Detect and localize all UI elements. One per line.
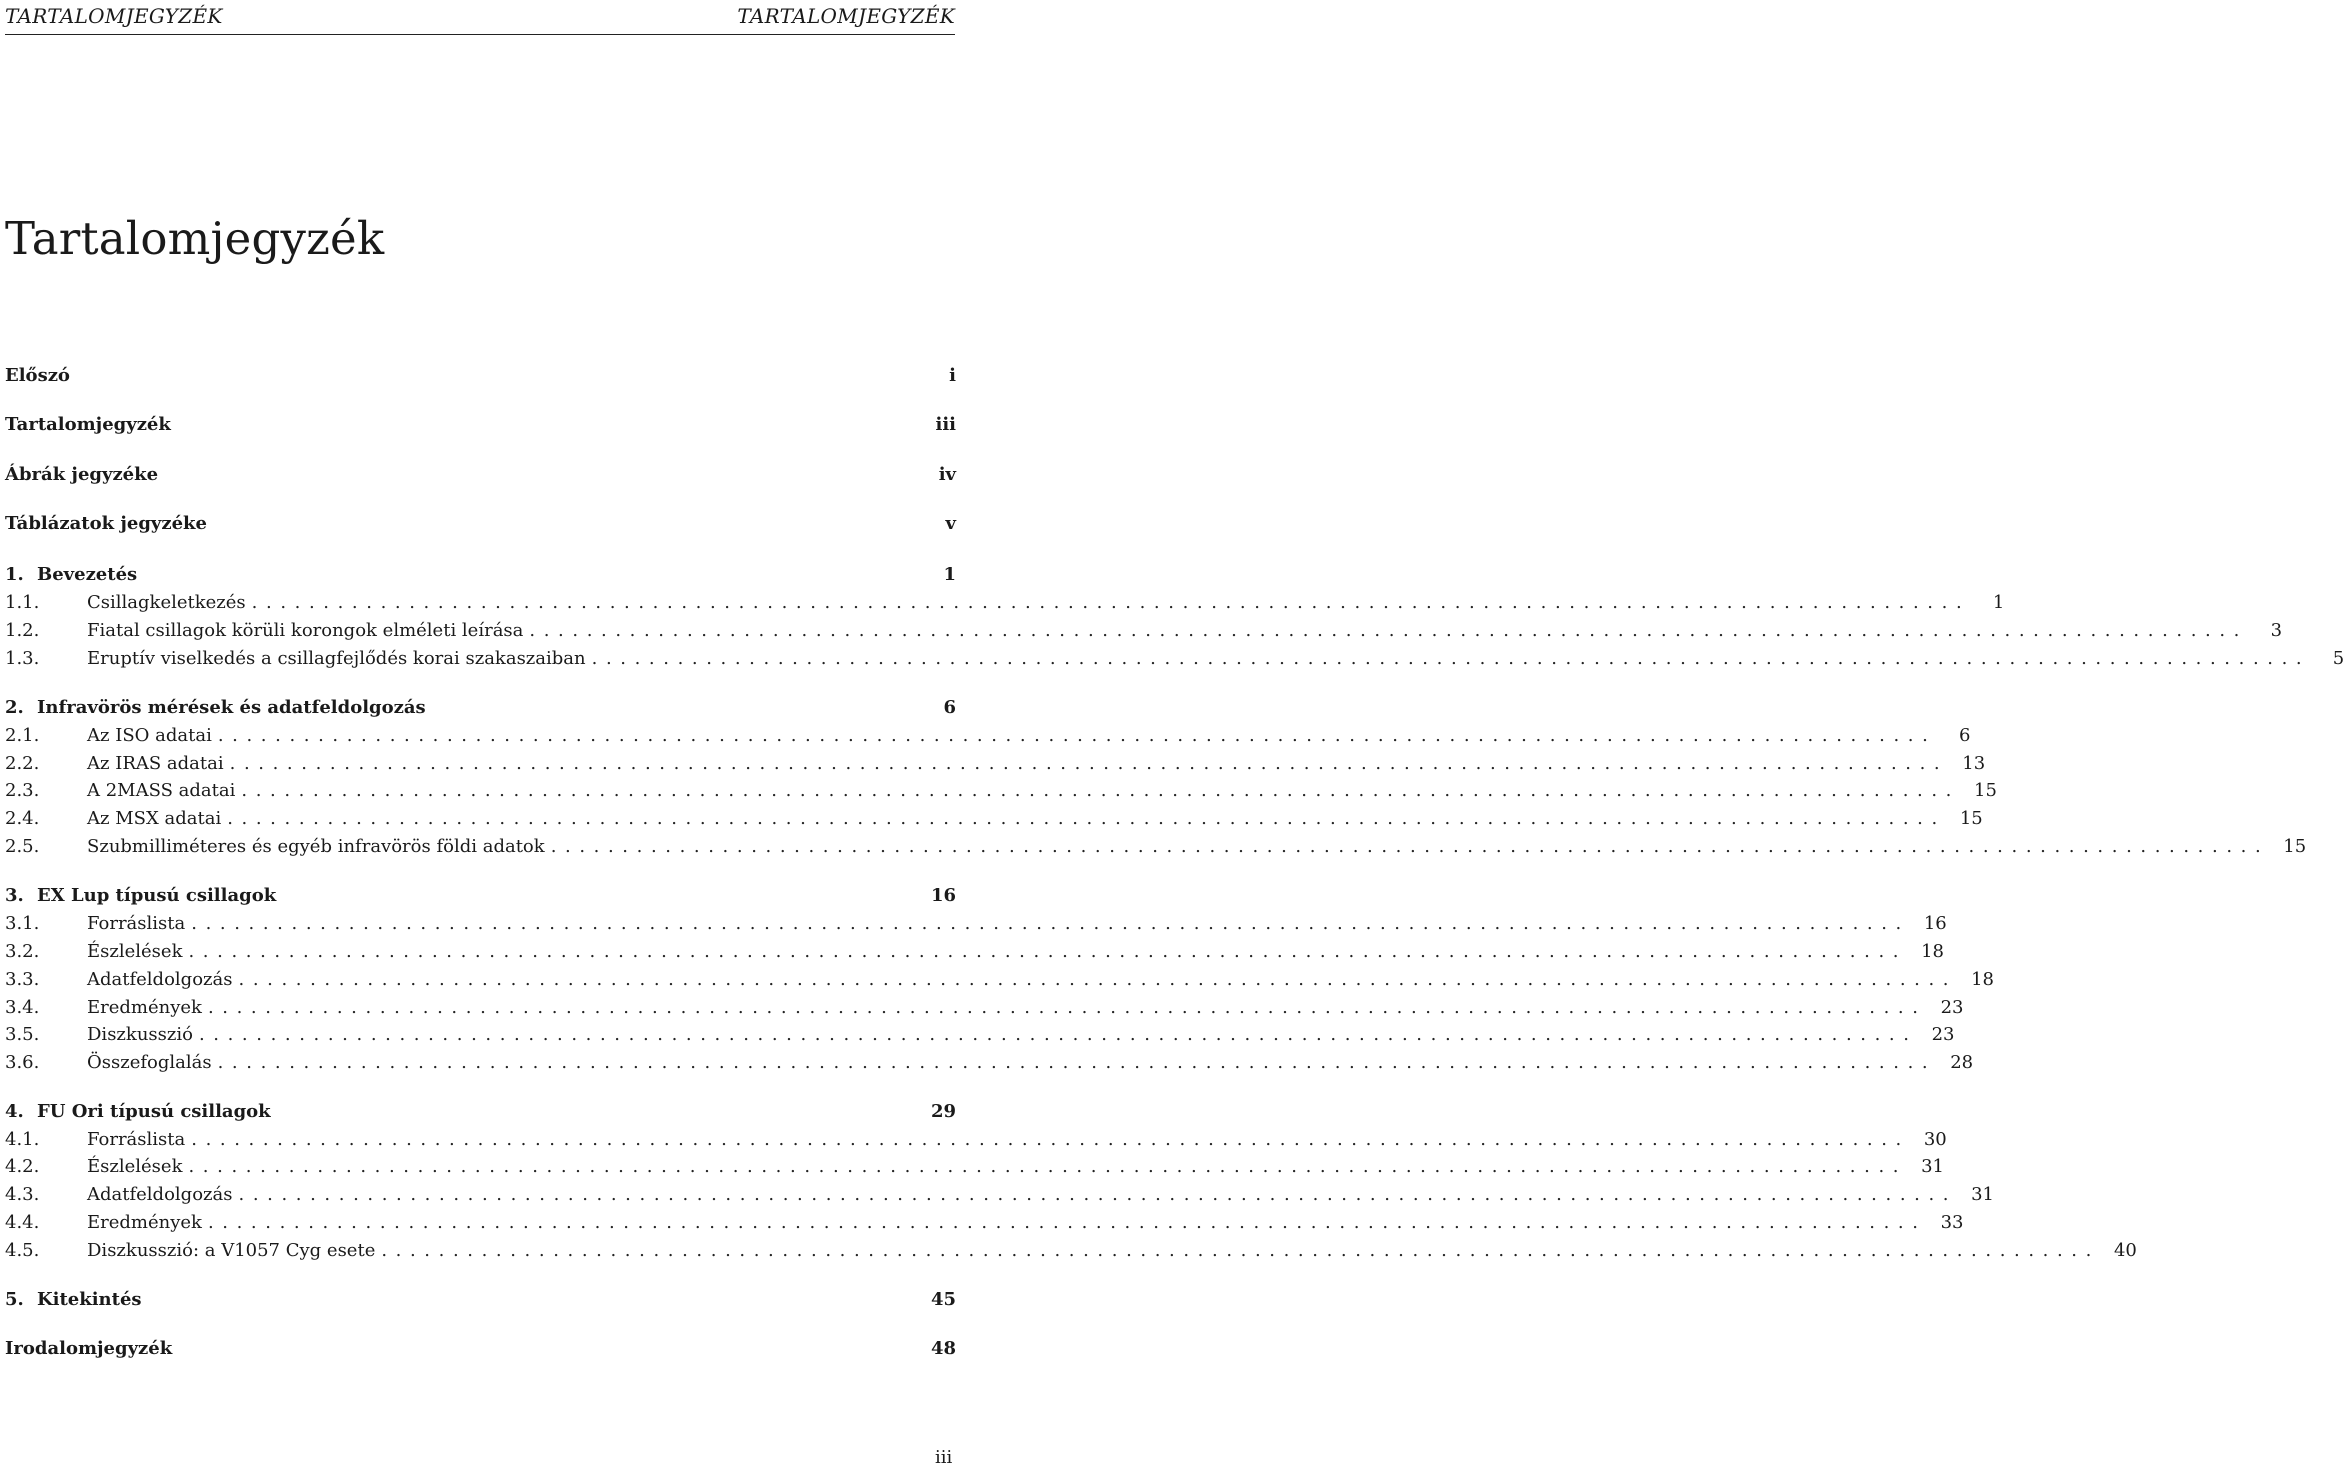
toc-entry-title: Eruptív viselkedés a csillagfejlődés korai szakaszaiban (87, 648, 586, 669)
toc-subentry[interactable] (5, 620, 2283, 646)
toc-entry-number: 1.1. (5, 592, 40, 613)
toc-subentry[interactable] (5, 969, 1995, 995)
toc-subentry[interactable] (5, 941, 1944, 967)
toc-subentry[interactable] (5, 648, 2344, 674)
running-head-left: TARTALOMJEGYZÉK (5, 4, 223, 28)
toc-entry-page: 23 (1940, 997, 1964, 1018)
toc-entry-title: A 2MASS adatai (87, 780, 236, 801)
toc-subentry[interactable] (5, 1184, 1995, 1210)
toc-entry-number: 3.3. (5, 969, 40, 990)
toc-entry-page: 40 (2113, 1240, 2137, 1261)
toc-subentry[interactable] (5, 1240, 2137, 1266)
toc-dot-leader: ........................................................................................................................ (251, 592, 1971, 613)
toc-dot-leader: ........................................................................................................................ (188, 941, 1908, 962)
toc-dot-leader: ........................................................................................................................ (529, 620, 2249, 641)
toc-entry[interactable] (5, 697, 956, 723)
toc-entry-title: Infravörös mérések és adatfeldolgozás (37, 697, 426, 718)
toc-dot-leader: ........................................................................................................................ (238, 1184, 1958, 1205)
toc-entry-page: iv (938, 464, 956, 485)
toc-subentry[interactable] (5, 1024, 1955, 1050)
toc-entry-page: 15 (1959, 808, 1983, 829)
toc-entry-title: Előszó (5, 365, 70, 386)
toc-entry-page: 33 (1940, 1212, 1964, 1233)
toc-entry-title: Kitekintés (37, 1289, 142, 1310)
toc-entry-title: Táblázatok jegyzéke (5, 513, 207, 534)
toc-entry-number: 4. (5, 1101, 24, 1122)
toc-entry-page: 31 (1971, 1184, 1995, 1205)
header-rule (5, 34, 955, 35)
toc-dot-leader: ........................................................................................................................ (241, 780, 1960, 801)
toc-entry[interactable] (5, 464, 956, 490)
toc-entry-number: 2.2. (5, 753, 40, 774)
toc-entry-number: 3. (5, 885, 24, 906)
toc-entry-page: 18 (1971, 969, 1995, 990)
toc-dot-leader: ........................................................................................................................ (238, 969, 1958, 990)
toc-entry-page: 1 (1992, 592, 2005, 613)
toc-entry-page: 45 (930, 1289, 956, 1310)
toc-entry-number: 1.3. (5, 648, 40, 669)
toc-entry-page: iii (935, 414, 956, 435)
toc-subentry[interactable] (5, 1156, 1944, 1182)
toc-subentry[interactable] (5, 1212, 1964, 1238)
toc-entry-number: 4.4. (5, 1212, 40, 1233)
page-number: iii (935, 1447, 953, 1468)
toc-entry-number: 4.5. (5, 1240, 40, 1261)
page-title: Tartalomjegyzék (5, 212, 385, 265)
running-head (5, 4, 955, 28)
toc-entry-title: Diszkusszió: a V1057 Cyg esete (87, 1240, 376, 1261)
toc-entry[interactable] (5, 513, 956, 539)
toc-subentry[interactable] (5, 997, 1964, 1023)
toc-entry-number: 1.2. (5, 620, 40, 641)
toc-dot-leader: ........................................................................................................................ (591, 648, 2311, 669)
toc-entry-number: 5. (5, 1289, 24, 1310)
toc-entry-number: 2.3. (5, 780, 40, 801)
toc-dot-leader: ........................................................................................................................ (381, 1240, 2100, 1261)
toc-dot-leader: ........................................................................................................................ (207, 1212, 1927, 1233)
toc-entry-page: 13 (1962, 753, 1986, 774)
toc-entry-number: 4.1. (5, 1129, 40, 1150)
toc-entry[interactable] (5, 1101, 956, 1127)
toc-dot-leader: ........................................................................................................................ (198, 1024, 1918, 1045)
toc-subentry[interactable] (5, 725, 1971, 751)
toc-entry-page: 18 (1921, 941, 1944, 962)
toc-entry-title: Tartalomjegyzék (5, 414, 171, 435)
toc-entry-title: Adatfeldolgozás (87, 1184, 233, 1205)
toc-entry-page: 6 (1959, 725, 1971, 746)
toc-subentry[interactable] (5, 913, 1947, 939)
toc-entry-title: Ábrák jegyzéke (5, 464, 159, 485)
toc-entry-title: Eredmények (87, 1212, 202, 1233)
toc-entry-page: 28 (1950, 1052, 1974, 1073)
toc-subentry[interactable] (5, 753, 1986, 779)
toc-subentry[interactable] (5, 592, 2005, 618)
toc-entry-title: Bevezetés (37, 564, 138, 585)
toc-entry[interactable] (5, 1338, 956, 1364)
toc-entry-title: Észlelések (87, 941, 183, 962)
toc-entry-page: v (945, 513, 956, 534)
toc-entry-page: 31 (1921, 1156, 1944, 1177)
toc-entry[interactable] (5, 1289, 956, 1315)
toc-entry-page: 16 (930, 885, 956, 906)
toc-subentry[interactable] (5, 1129, 1947, 1155)
toc-subentry[interactable] (5, 1052, 1974, 1078)
toc-entry-title: Adatfeldolgozás (87, 969, 233, 990)
toc-entry-page: 1 (943, 564, 956, 585)
toc-entry-title: Az ISO adatai (87, 725, 212, 746)
toc-entry[interactable] (5, 885, 956, 911)
toc-entry-number: 3.4. (5, 997, 40, 1018)
toc-entry-page: 48 (930, 1338, 956, 1359)
toc-entry-page: 29 (930, 1101, 956, 1122)
toc-entry-title: Irodalomjegyzék (5, 1338, 173, 1359)
toc-entry-number: 4.3. (5, 1184, 40, 1205)
toc-entry-number: 1. (5, 564, 24, 585)
toc-entry-title: FU Ori típusú csillagok (37, 1101, 271, 1122)
toc-entry-title: Összefoglalás (87, 1052, 212, 1073)
toc-entry-title: Az MSX adatai (87, 808, 222, 829)
toc-subentry[interactable] (5, 808, 1983, 834)
toc-entry-page: 3 (2270, 620, 2283, 641)
toc-entry-number: 3.6. (5, 1052, 40, 1073)
toc-entry-number: 3.5. (5, 1024, 40, 1045)
toc-dot-leader: ........................................................................................................................ (191, 1129, 1910, 1150)
toc-entry-page: 23 (1931, 1024, 1955, 1045)
toc-entry-page: 5 (2332, 648, 2344, 669)
toc-subentry[interactable] (5, 780, 1997, 806)
toc-dot-leader: ........................................................................................................................ (207, 997, 1927, 1018)
toc-entry-title: Észlelések (87, 1156, 183, 1177)
toc-entry-number: 2. (5, 697, 24, 718)
toc-dot-leader: ........................................................................................................................ (227, 808, 1946, 829)
toc-subentry[interactable] (5, 836, 2307, 862)
toc-entry-title: Forráslista (87, 913, 186, 934)
toc-entry-title: Forráslista (87, 1129, 186, 1150)
toc-dot-leader: ........................................................................................................................ (550, 836, 2270, 857)
toc-entry-title: Eredmények (87, 997, 202, 1018)
toc-entry-page: 30 (1923, 1129, 1947, 1150)
toc-entry-title: Fiatal csillagok körüli korongok elméleti leírása (87, 620, 524, 641)
toc-entry-page: 16 (1923, 913, 1947, 934)
toc-entry-page: 15 (2283, 836, 2307, 857)
toc-dot-leader: ........................................................................................................................ (217, 1052, 1937, 1073)
toc-dot-leader: ........................................................................................................................ (188, 1156, 1908, 1177)
toc-entry-number: 4.2. (5, 1156, 40, 1177)
toc-entry-number: 2.5. (5, 836, 40, 857)
toc-entry-page: i (949, 365, 956, 386)
toc-entry-title: Szubmilliméteres és egyéb infravörös földi adatok (87, 836, 545, 857)
running-head-right: TARTALOMJEGYZÉK (737, 4, 955, 28)
toc-entry-number: 2.1. (5, 725, 40, 746)
toc-entry-title: Diszkusszió (87, 1024, 193, 1045)
toc-entry-page: 6 (943, 697, 956, 718)
toc-entry-number: 2.4. (5, 808, 40, 829)
toc-entry-number: 3.1. (5, 913, 40, 934)
toc-entry-title: EX Lup típusú csillagok (37, 885, 277, 906)
toc-entry-page: 15 (1974, 780, 1997, 801)
toc-entry[interactable] (5, 564, 956, 590)
toc-dot-leader: ........................................................................................................................ (217, 725, 1937, 746)
toc-entry[interactable] (5, 414, 956, 440)
toc-dot-leader: ........................................................................................................................ (229, 753, 1949, 774)
toc-entry-number: 3.2. (5, 941, 40, 962)
toc-entry-title: Csillagkeletkezés (87, 592, 246, 613)
toc-entry-title: Az IRAS adatai (87, 753, 224, 774)
toc-entry[interactable] (5, 365, 956, 391)
toc-dot-leader: ........................................................................................................................ (191, 913, 1910, 934)
